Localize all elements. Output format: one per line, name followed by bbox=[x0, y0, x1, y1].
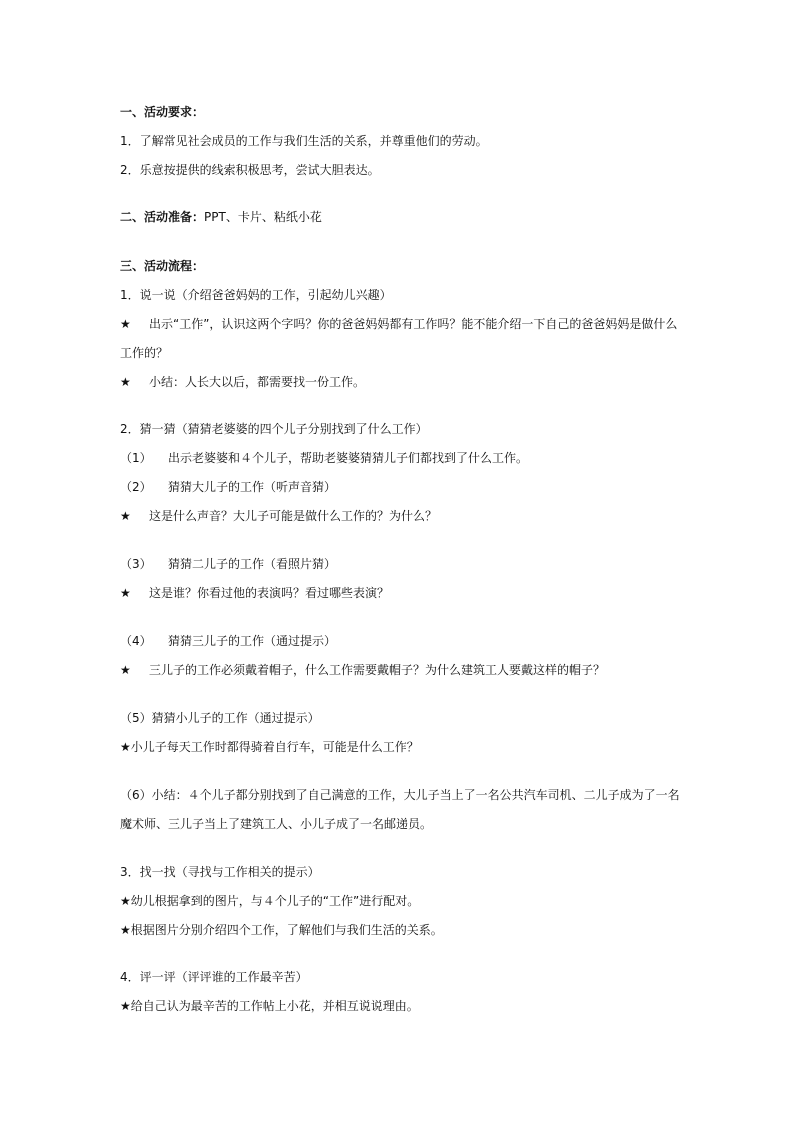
step1-bullet-1 bbox=[120, 316, 677, 332]
step2-part-5-bullet: ★小儿子每天工作时都得骑着自行车，可能是什么工作？ bbox=[120, 740, 419, 754]
part-number: （3） bbox=[120, 557, 152, 571]
step4-bullet-1: ★给自己认为最辛苦的工作帖上小花，并相互说说理由。 bbox=[120, 999, 419, 1013]
requirement-item-2: 2．乐意按提供的线索积极思考，尝试大胆表达。 bbox=[120, 163, 380, 177]
part-number: （4） bbox=[120, 634, 152, 648]
step2-part-2-bullet bbox=[120, 508, 437, 524]
step2-part-4 bbox=[120, 633, 336, 649]
step1-bullet-2-text: 小结：人长大以后，都需要找一份工作。 bbox=[149, 375, 366, 389]
step2-part-4-bullet bbox=[120, 662, 605, 678]
part-text: 猜猜三儿子的工作（通过提示） bbox=[168, 634, 337, 648]
step1-bullet-2 bbox=[120, 374, 365, 390]
step2-part-6-line-1: （6）小结：４个儿子都分别找到了自己满意的工作，大儿子当上了一名公共汽车司机、二儿子成为了一名 bbox=[120, 788, 680, 802]
star-icon: ★ bbox=[120, 586, 131, 600]
part-text: 出示老婆婆和４个儿子，帮助老婆婆猜猜儿子们都找到了什么工作。 bbox=[168, 451, 529, 465]
preparation-line bbox=[120, 209, 322, 225]
part-text: 猜猜二儿子的工作（看照片猜） bbox=[168, 557, 337, 571]
step2-part-6-line-2: 魔术师、三儿子当上了建筑工人、小儿子成了一名邮递员。 bbox=[120, 817, 433, 831]
step2-part-1 bbox=[120, 450, 528, 466]
preparation-materials: PPT、卡片、粘纸小花 bbox=[204, 210, 322, 224]
bullet-text: 三儿子的工作必须戴着帽子，什么工作需要戴帽子？为什么建筑工人要戴这样的帽子？ bbox=[149, 663, 606, 677]
step1-bullet-1-text: 出示“工作”，认识这两个字吗？你的爸爸妈妈都有工作吗？能不能介绍一下自己的爸爸妈妈是做什么 bbox=[149, 317, 678, 331]
part-number: （2） bbox=[120, 480, 152, 494]
step3-bullet-1: ★幼儿根据拿到的图片，与４个儿子的“工作”进行配对。 bbox=[120, 894, 420, 908]
section-heading-requirements: 一、活动要求： bbox=[120, 105, 205, 119]
step3-bullet-2: ★根据图片分别介绍四个工作，了解他们与我们生活的关系。 bbox=[120, 923, 443, 937]
step2-part-3-bullet bbox=[120, 585, 389, 601]
step2-part-5: （5）猜猜小儿子的工作（通过提示） bbox=[120, 711, 320, 725]
part-text: 猜猜大儿子的工作（听声音猜） bbox=[168, 480, 337, 494]
step2-title: 2．猜一猜（猜猜老婆婆的四个儿子分别找到了什么工作） bbox=[120, 422, 428, 436]
step3-title: 3．找一找（寻找与工作相关的提示） bbox=[120, 865, 320, 879]
bullet-text: 这是谁？你看过他的表演吗？看过哪些表演？ bbox=[149, 586, 390, 600]
section-heading-preparation: 二、活动准备： bbox=[120, 210, 205, 224]
step2-part-3 bbox=[120, 556, 336, 572]
step1-bullet-1-cont: 工作的？ bbox=[120, 346, 169, 360]
part-number: （1） bbox=[120, 451, 152, 465]
requirement-item-1: 1．了解常见社会成员的工作与我们生活的关系，并尊重他们的劳动。 bbox=[120, 134, 488, 148]
section-heading-process: 三、活动流程： bbox=[120, 259, 205, 273]
bullet-text: 这是什么声音？大儿子可能是做什么工作的？为什么？ bbox=[149, 509, 438, 523]
step2-part-2 bbox=[120, 479, 336, 495]
step1-title: 1．说一说（介绍爸爸妈妈的工作，引起幼儿兴趣） bbox=[120, 288, 392, 302]
star-icon: ★ bbox=[120, 317, 131, 331]
star-icon: ★ bbox=[120, 375, 131, 389]
star-icon: ★ bbox=[120, 663, 131, 677]
star-icon: ★ bbox=[120, 509, 131, 523]
step4-title: 4．评一评（评评谁的工作最辛苦） bbox=[120, 970, 308, 984]
